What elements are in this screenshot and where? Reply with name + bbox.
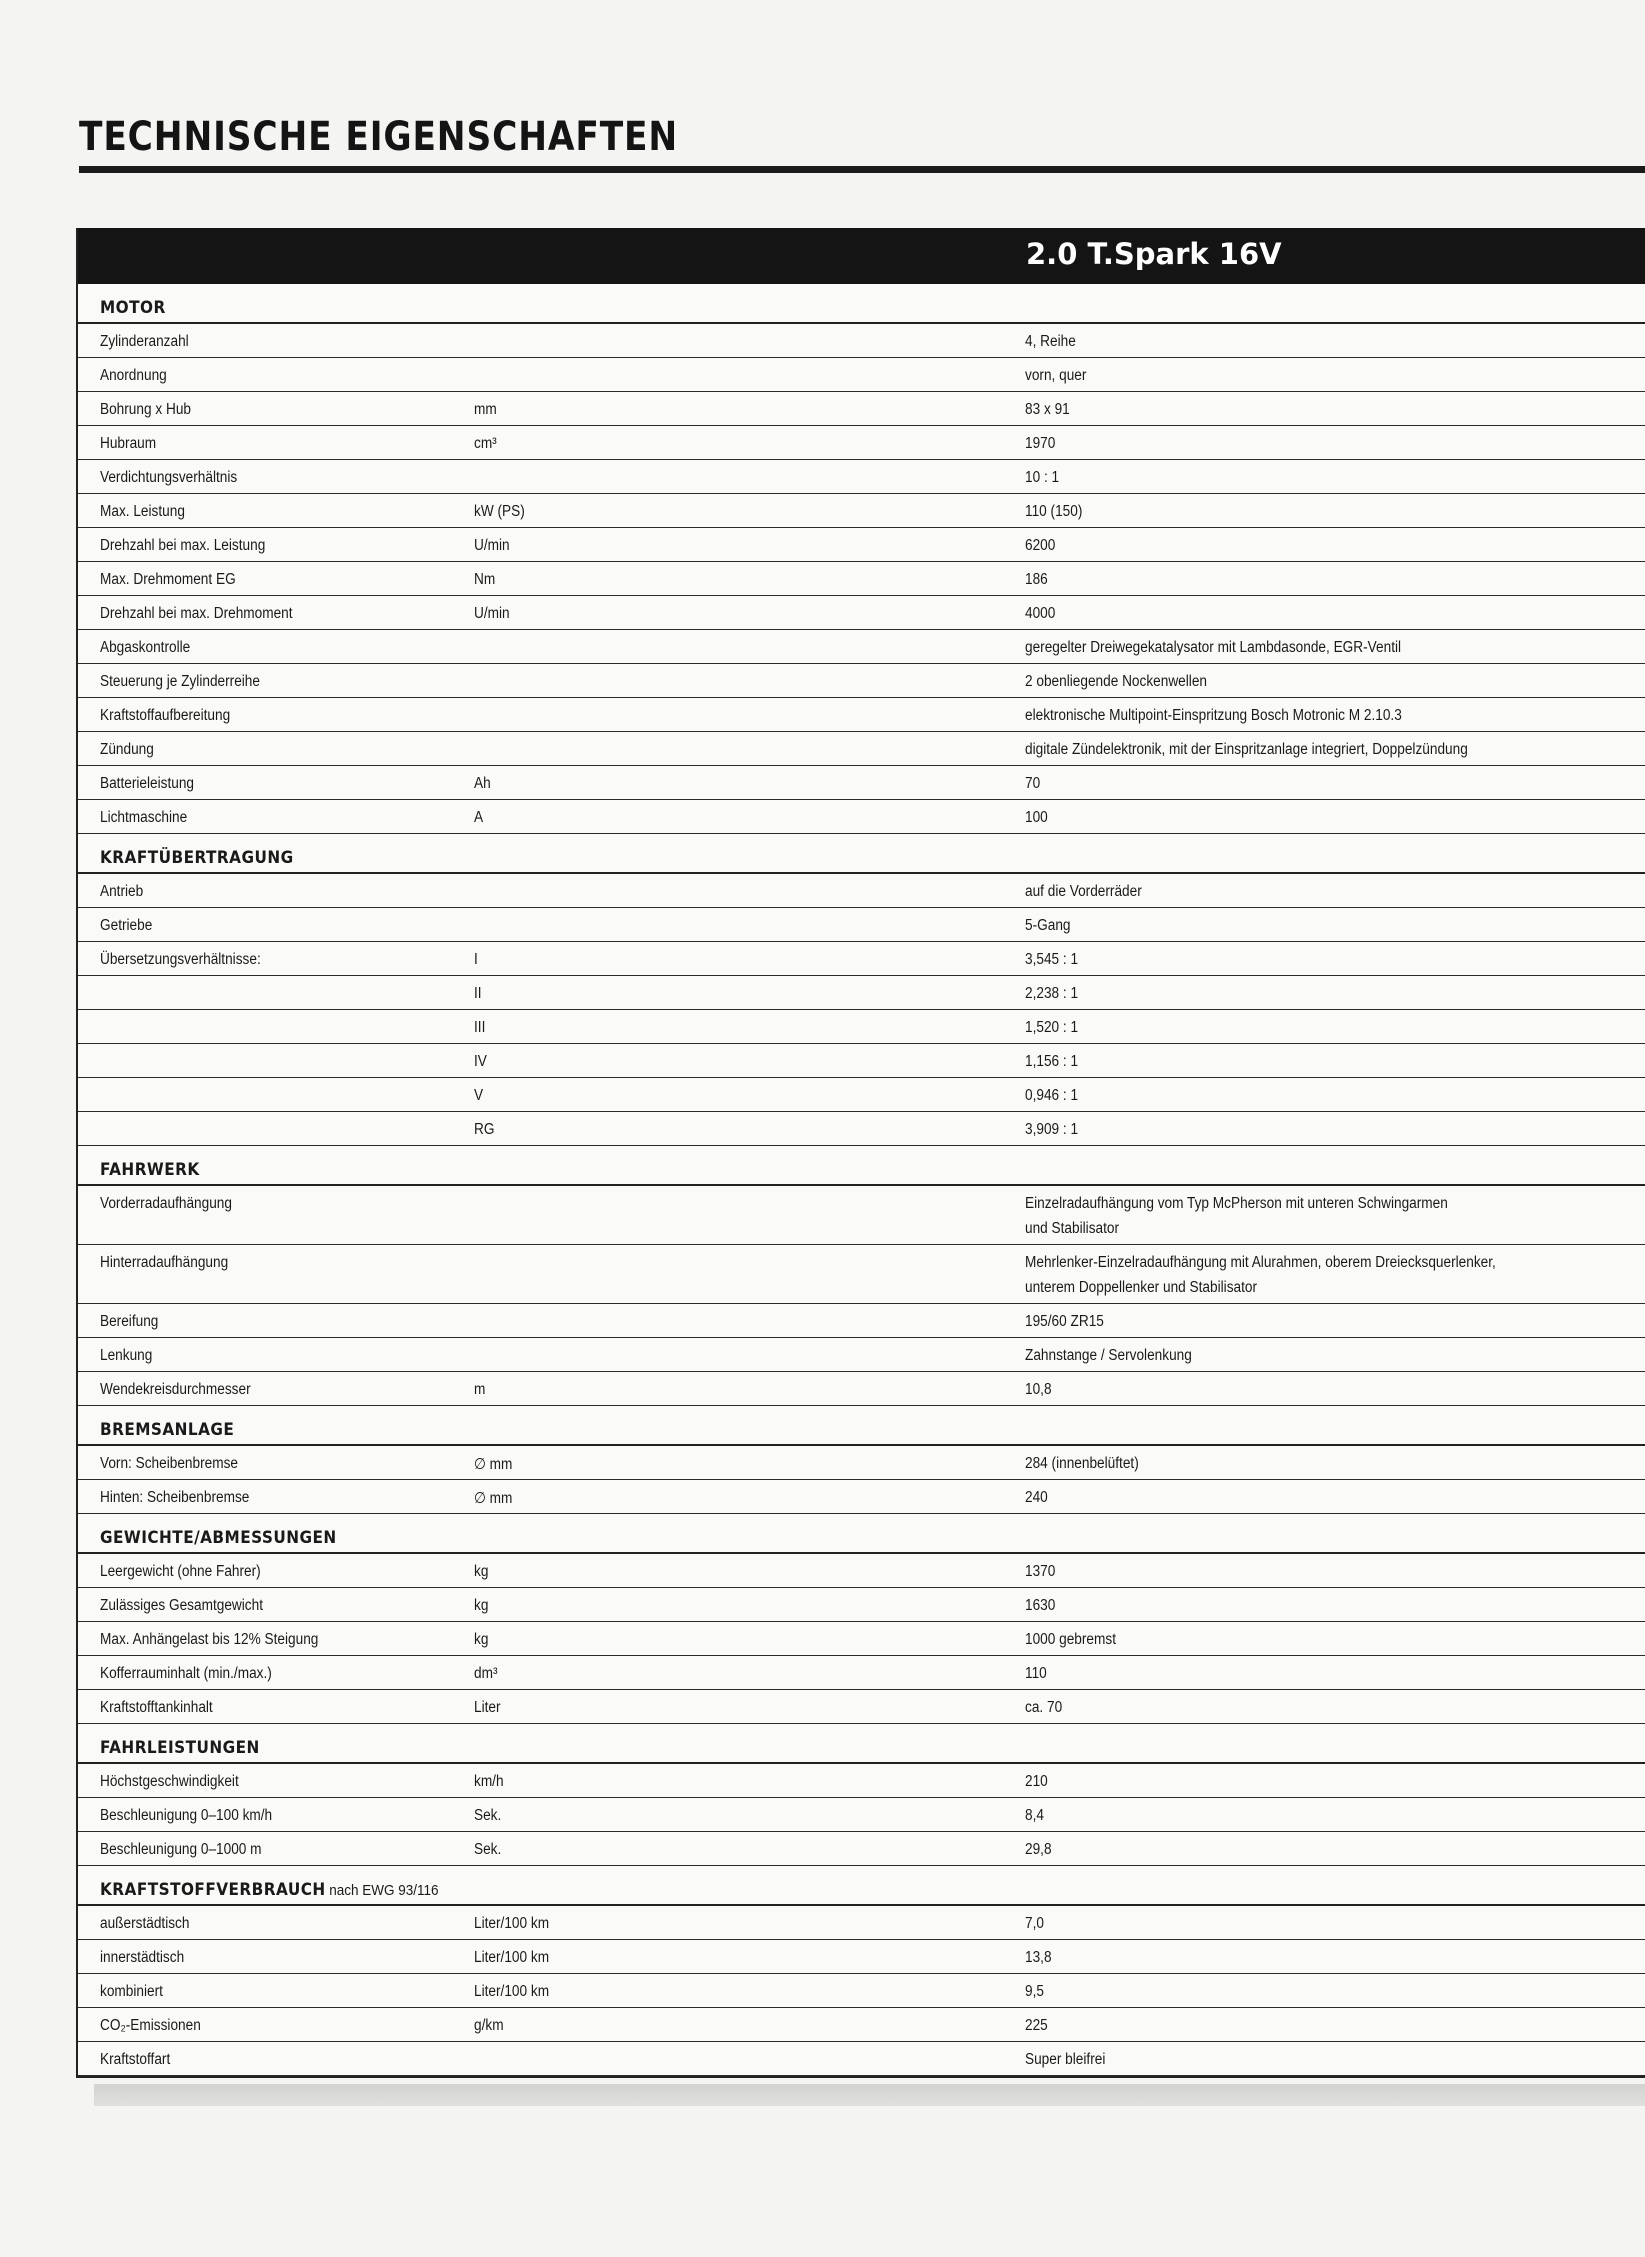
spec-label: Hinten: Scheibenbremse [100, 1489, 250, 1506]
spec-row [78, 528, 1645, 562]
spec-label: Getriebe [100, 917, 153, 934]
spec-label: Steuerung je Zylinderreihe [100, 673, 260, 690]
section-title-text: FAHRWERK [100, 1160, 200, 1180]
spec-row [78, 324, 1645, 358]
spec-unit: V [474, 1087, 484, 1104]
spec-value: vorn, quer [1025, 367, 1087, 384]
spec-value: Einzelradaufhängung vom Typ McPherson mit unteren Schwingarmen und Stabilisator [1025, 1195, 1448, 1237]
spec-row [78, 596, 1645, 630]
spec-value: 100 [1025, 809, 1048, 826]
spec-value: Zahnstange / Servolenkung [1025, 1347, 1192, 1364]
spec-body [78, 284, 1645, 2076]
spec-unit: kg [474, 1631, 489, 1648]
spec-value: 9,5 [1025, 1983, 1044, 2000]
spec-label: Hubraum [100, 435, 157, 452]
spec-row [78, 766, 1645, 800]
spec-row [78, 1112, 1645, 1146]
spec-unit: g/km [474, 2017, 504, 2034]
spec-label: Max. Drehmoment EG [100, 571, 236, 588]
spec-label: Leergewicht (ohne Fahrer) [100, 1563, 261, 1580]
spec-value: 284 (innenbelüftet) [1025, 1455, 1139, 1472]
spec-label: Beschleunigung 0–100 km/h [100, 1807, 273, 1824]
spec-value: 8,4 [1025, 1807, 1044, 1824]
spec-unit: kg [474, 1563, 489, 1580]
spec-row [78, 460, 1645, 494]
spec-unit: Liter/100 km [474, 1983, 550, 2000]
spec-unit: U/min [474, 537, 510, 554]
spec-label: Drehzahl bei max. Drehmoment [100, 605, 293, 622]
spec-row [78, 1690, 1645, 1724]
spec-label: Max. Leistung [100, 503, 185, 520]
section-title-text: KRAFTÜBERTRAGUNG [100, 848, 294, 868]
spec-row [78, 1622, 1645, 1656]
spec-row [78, 2042, 1645, 2076]
spec-label: Höchstgeschwindigkeit [100, 1773, 239, 1790]
spec-value: 1,156 : 1 [1025, 1053, 1079, 1070]
spec-row [78, 1554, 1645, 1588]
spec-label: Bohrung x Hub [100, 401, 191, 418]
spec-label: Vorderradaufhängung [100, 1195, 232, 1212]
spec-unit: III [474, 1019, 486, 1036]
spec-value: 4000 [1025, 605, 1056, 622]
spec-label: Kraftstoffaufbereitung [100, 707, 231, 724]
section-heading [78, 1724, 1645, 1764]
spec-unit: Sek. [474, 1841, 502, 1858]
section-heading [78, 1514, 1645, 1554]
spec-value: 4, Reihe [1025, 333, 1076, 350]
spec-label: Lenkung [100, 1347, 153, 1364]
spec-label: Abgaskontrolle [100, 639, 191, 656]
spec-value: 110 [1025, 1665, 1047, 1682]
spec-row [78, 1940, 1645, 1974]
spec-value: 29,8 [1025, 1841, 1052, 1858]
spec-unit: ∅ mm [474, 1490, 513, 1507]
spec-label: Vorn: Scheibenbremse [100, 1455, 239, 1472]
spec-value: 2,238 : 1 [1025, 985, 1079, 1002]
spec-label: innerstädtisch [100, 1949, 185, 1966]
spec-unit: mm [474, 401, 497, 418]
spec-label: Verdichtungsverhältnis [100, 469, 238, 486]
spec-unit: dm³ [474, 1665, 498, 1682]
spec-row [78, 1480, 1645, 1514]
spec-row [78, 562, 1645, 596]
spec-unit: Sek. [474, 1807, 502, 1824]
spec-label: Kofferrauminhalt (min./max.) [100, 1665, 272, 1682]
spec-value: 6200 [1025, 537, 1056, 554]
spec-row [78, 358, 1645, 392]
spec-row [78, 1974, 1645, 2008]
spec-unit: m [474, 1381, 486, 1398]
spec-value: ca. 70 [1025, 1699, 1063, 1716]
section-heading [78, 1146, 1645, 1186]
spec-value: 3,909 : 1 [1025, 1121, 1079, 1138]
spec-row [78, 630, 1645, 664]
spec-label: Bereifung [100, 1313, 159, 1330]
spec-label: Kraftstofftankinhalt [100, 1699, 213, 1716]
spec-label: Anordnung [100, 367, 167, 384]
spec-row [78, 800, 1645, 834]
spec-unit: Liter [474, 1699, 501, 1716]
section-title [100, 298, 166, 318]
spec-unit: Liter/100 km [474, 1949, 550, 1966]
spec-value: 195/60 ZR15 [1025, 1313, 1104, 1330]
spec-value: 2 obenliegende Nockenwellen [1025, 673, 1208, 690]
spec-row [78, 732, 1645, 766]
spec-row [78, 392, 1645, 426]
spec-value: 1000 gebremst [1025, 1631, 1116, 1648]
spec-value: 240 [1025, 1489, 1048, 1506]
section-title [100, 1738, 260, 1758]
spec-value: 1,520 : 1 [1025, 1019, 1079, 1036]
spec-value: 13,8 [1025, 1949, 1052, 1966]
spec-label: kombiniert [100, 1983, 163, 2000]
spec-label: Hinterradaufhängung [100, 1254, 229, 1271]
spec-row [78, 1832, 1645, 1866]
spec-row [78, 698, 1645, 732]
spec-value: geregelter Dreiwegekatalysator mit Lambdasonde, EGR-Ventil [1025, 639, 1402, 656]
spec-row [78, 1798, 1645, 1832]
spec-label: Zulässiges Gesamtgewicht [100, 1597, 263, 1614]
spec-label: Wendekreisdurchmesser [100, 1381, 251, 1398]
section-heading [78, 1866, 1645, 1906]
spec-row [78, 1044, 1645, 1078]
section-heading [78, 1406, 1645, 1446]
spec-label: CO₂-Emissionen [100, 2017, 201, 2034]
page-title: TECHNISCHE EIGENSCHAFTEN [79, 114, 679, 160]
spec-label: Zylinderanzahl [100, 333, 189, 350]
section-title-text: MOTOR [100, 298, 166, 318]
section-title-text: BREMSANLAGE [100, 1420, 235, 1440]
spec-unit: RG [474, 1121, 495, 1138]
spec-unit: A [474, 809, 484, 826]
spec-value: 0,946 : 1 [1025, 1087, 1079, 1104]
spec-row [78, 1078, 1645, 1112]
spec-row [78, 1186, 1645, 1245]
spec-row [78, 1304, 1645, 1338]
spec-row [78, 1446, 1645, 1480]
spec-value: 3,545 : 1 [1025, 951, 1079, 968]
spec-row [78, 874, 1645, 908]
spec-unit: I [474, 951, 478, 968]
spec-label: Zündung [100, 741, 154, 758]
section-title [100, 1420, 234, 1440]
spec-unit: U/min [474, 605, 510, 622]
spec-row [78, 1764, 1645, 1798]
spec-value: Super bleifrei [1025, 2051, 1106, 2068]
spec-value: 110 (150) [1025, 503, 1083, 520]
spec-value: 10,8 [1025, 1381, 1052, 1398]
spec-unit: IV [474, 1053, 487, 1070]
spec-label: Drehzahl bei max. Leistung [100, 537, 266, 554]
spec-label: Kraftstoffart [100, 2051, 171, 2068]
section-heading [78, 284, 1645, 324]
spec-row [78, 1372, 1645, 1406]
section-note: nach EWG 93/116 [329, 1882, 439, 1899]
spec-value: auf die Vorderräder [1025, 883, 1142, 900]
spec-label: Beschleunigung 0–1000 m [100, 1841, 262, 1858]
section-title [100, 1880, 439, 1900]
spec-unit: kg [474, 1597, 489, 1614]
model-name: 2.0 T.Spark 16V [1026, 237, 1282, 271]
spec-label: Max. Anhängelast bis 12% Steigung [100, 1631, 319, 1648]
spec-row [78, 1906, 1645, 1940]
spec-row [78, 494, 1645, 528]
spec-unit: Liter/100 km [474, 1915, 550, 1932]
section-title-text: FAHRLEISTUNGEN [100, 1738, 260, 1758]
spec-label: Batterieleistung [100, 775, 195, 792]
spec-row [78, 1656, 1645, 1690]
spec-unit: kW (PS) [474, 503, 525, 520]
spec-value: elektronische Multipoint-Einspritzung Bosch Motronic M 2.10.3 [1025, 707, 1402, 724]
spec-value: 1630 [1025, 1597, 1056, 1614]
spec-value: 70 [1025, 775, 1041, 792]
spec-row [78, 908, 1645, 942]
spec-row [78, 976, 1645, 1010]
spec-row [78, 664, 1645, 698]
spec-value: digitale Zündelektronik, mit der Einspritzanlage integriert, Doppelzündung [1025, 741, 1468, 758]
spec-value: 7,0 [1025, 1915, 1044, 1932]
spec-table [76, 228, 1645, 2078]
spec-value: 225 [1025, 2017, 1048, 2034]
spec-row [78, 942, 1645, 976]
spec-unit: cm³ [474, 435, 497, 452]
table-shadow [94, 2084, 1645, 2106]
spec-unit: II [474, 985, 482, 1002]
spec-row [78, 1338, 1645, 1372]
spec-unit: km/h [474, 1773, 504, 1790]
spec-row [78, 1588, 1645, 1622]
spec-row [78, 1245, 1645, 1304]
section-heading [78, 834, 1645, 874]
spec-unit: ∅ mm [474, 1456, 513, 1473]
spec-value: 1970 [1025, 435, 1056, 452]
table-header [78, 228, 1645, 284]
spec-label: Antrieb [100, 883, 144, 900]
spec-row [78, 2008, 1645, 2042]
spec-value: 186 [1025, 571, 1048, 588]
section-title [100, 1160, 200, 1180]
section-title [100, 1528, 337, 1548]
section-title-text: GEWICHTE/ABMESSUNGEN [100, 1528, 337, 1548]
spec-unit: Nm [474, 571, 496, 588]
spec-value: 83 x 91 [1025, 401, 1070, 418]
section-title [100, 848, 294, 868]
spec-label: Übersetzungsverhältnisse: [100, 951, 261, 968]
spec-label: Lichtmaschine [100, 809, 188, 826]
spec-unit: Ah [474, 775, 491, 792]
spec-value: 5-Gang [1025, 917, 1071, 934]
spec-value: 10 : 1 [1025, 469, 1060, 486]
spec-label: außerstädtisch [100, 1915, 190, 1932]
spec-value: Mehrlenker-Einzelradaufhängung mit Alurahmen, oberem Dreiecksquerlenker, unterem Doppellenker und Stabilisator [1025, 1254, 1496, 1296]
spec-value: 1370 [1025, 1563, 1056, 1580]
spec-row [78, 1010, 1645, 1044]
spec-row [78, 426, 1645, 460]
section-title-text: KRAFTSTOFFVERBRAUCH [100, 1880, 326, 1900]
title-rule [79, 166, 1645, 173]
spec-value: 210 [1025, 1773, 1048, 1790]
